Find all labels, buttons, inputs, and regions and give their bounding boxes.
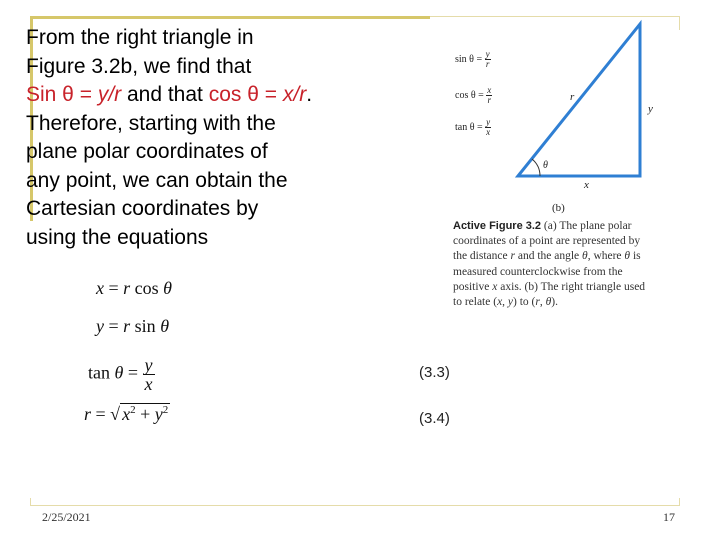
eq2-sin: sin: [130, 316, 161, 336]
caption-var-r: r: [510, 250, 515, 263]
tan-fraction: [485, 118, 491, 137]
eq1-theta: θ: [163, 278, 173, 298]
eq1-equals: =: [104, 278, 124, 298]
caption-text-e: axis. (b) The right triangle used to relate (: [453, 280, 646, 309]
caption-text-a: (a) The plane polar coordinates of a point are represented by the distance: [453, 220, 641, 263]
caption-var-theta-2: θ: [624, 250, 631, 263]
eq4-y-exponent: 2: [162, 404, 169, 416]
tan-denominator: x: [486, 127, 491, 137]
eq2-lhs: y: [96, 316, 104, 336]
cos-relation-var: x/r: [282, 83, 307, 106]
side-x-label: x: [584, 179, 589, 188]
text-line-7: Cartesian coordinates by: [26, 197, 259, 220]
angle-arc: [532, 159, 540, 176]
sin-relation-var: y/r: [97, 83, 122, 106]
triangle-outline: [518, 24, 640, 176]
caption-text-h: ,: [539, 296, 546, 309]
cos-label: cos θ =: [455, 89, 487, 101]
eq1-lhs: x: [96, 278, 104, 298]
caption-var-theta-3: θ: [545, 296, 552, 309]
eq1-r: r: [123, 278, 131, 298]
sin-denominator: r: [485, 59, 490, 69]
sin-relation-text: Sin θ =: [26, 83, 98, 106]
page-number: 17: [663, 510, 675, 524]
caption-var-x-2: x: [497, 296, 503, 309]
sin-definition: [455, 50, 491, 69]
frame-top-line: [30, 16, 430, 19]
sin-label: sin θ =: [455, 53, 485, 65]
tan-label: tan θ =: [455, 121, 486, 133]
sin-relation: [26, 83, 121, 106]
sin-numerator: y: [485, 49, 490, 59]
caption-var-x: x: [492, 280, 498, 293]
frame-bottom-right-tick: [679, 498, 680, 506]
eq4-lhs: r: [84, 404, 92, 424]
caption-text-c: , where: [587, 250, 625, 263]
footer-date: 2/25/2021: [42, 510, 91, 524]
cos-denominator: r: [487, 95, 492, 105]
equation-x: [96, 278, 172, 299]
figure-caption: [453, 219, 653, 310]
eq2-equals: =: [104, 316, 124, 336]
eq3-denominator: x: [144, 374, 153, 394]
eq3-tan: tan: [88, 362, 115, 383]
equation-number-3-3: (3.3): [419, 364, 450, 381]
eq4-plus: +: [135, 404, 155, 424]
body-text: [26, 24, 426, 252]
sin-fraction: [485, 50, 491, 69]
cos-relation-text: cos θ =: [208, 83, 283, 106]
equation-r: [84, 404, 170, 425]
cos-numerator: x: [487, 85, 492, 95]
eq3-theta: θ: [114, 362, 124, 383]
side-y-label: y: [648, 103, 653, 115]
caption-text-g: ) to (: [513, 296, 536, 309]
eq3-numerator: y: [144, 355, 153, 375]
eq4-equals: =: [91, 404, 111, 424]
frame-right-tick: [679, 16, 680, 30]
frame-bottom-left-tick: [30, 498, 31, 506]
frame-top-right-line: [430, 16, 680, 17]
sqrt-icon: √: [110, 404, 121, 424]
equation-tan: [88, 356, 155, 393]
text-line-2: Figure 3.2b, we find that: [26, 54, 252, 78]
caption-var-r-2: r: [535, 296, 540, 309]
eq2-theta: θ: [160, 316, 170, 336]
text-line-4: Therefore, starting with the: [26, 111, 276, 135]
angle-theta-label: θ: [543, 160, 548, 171]
right-triangle-diagram: [510, 18, 670, 188]
side-r-label: r: [570, 91, 575, 103]
caption-text-d: is measured counterclockwise from the positive: [453, 250, 641, 293]
text-line-8: using the equations: [26, 225, 209, 249]
eq4-x-exponent: 2: [130, 404, 136, 416]
eq3-equals: =: [123, 362, 143, 383]
text-line-6: any point, we can obtain the: [26, 168, 288, 192]
tan-numerator: y: [486, 117, 491, 127]
text-line-1: From the right triangle in: [26, 26, 254, 49]
and-that-text: and that: [121, 83, 209, 106]
eq4-radicand: [120, 403, 170, 424]
cos-fraction: [486, 86, 492, 105]
eq1-cos: cos: [130, 278, 164, 298]
caption-var-y: y: [507, 296, 514, 309]
eq3-fraction: [143, 356, 155, 393]
equation-y: [96, 316, 169, 337]
eq2-r: r: [123, 316, 131, 336]
caption-text-f: ,: [502, 296, 508, 309]
panel-b-label: (b): [552, 202, 565, 214]
caption-text-b: and the angle: [514, 250, 583, 263]
text-line-5: plane polar coordinates of: [26, 140, 268, 163]
period: .: [306, 83, 313, 106]
caption-text-i: ).: [551, 296, 558, 309]
equation-number-3-4: (3.4): [419, 410, 450, 427]
cos-relation: [209, 83, 306, 106]
eq4-y: y: [154, 404, 163, 424]
caption-label: Active Figure 3.2: [453, 220, 542, 232]
frame-bottom-line: [30, 505, 680, 506]
cos-definition: [455, 86, 492, 105]
caption-var-theta: θ: [582, 250, 588, 263]
tan-definition: [455, 118, 491, 137]
text-line-3: [26, 81, 426, 110]
eq4-x: x: [122, 404, 131, 424]
